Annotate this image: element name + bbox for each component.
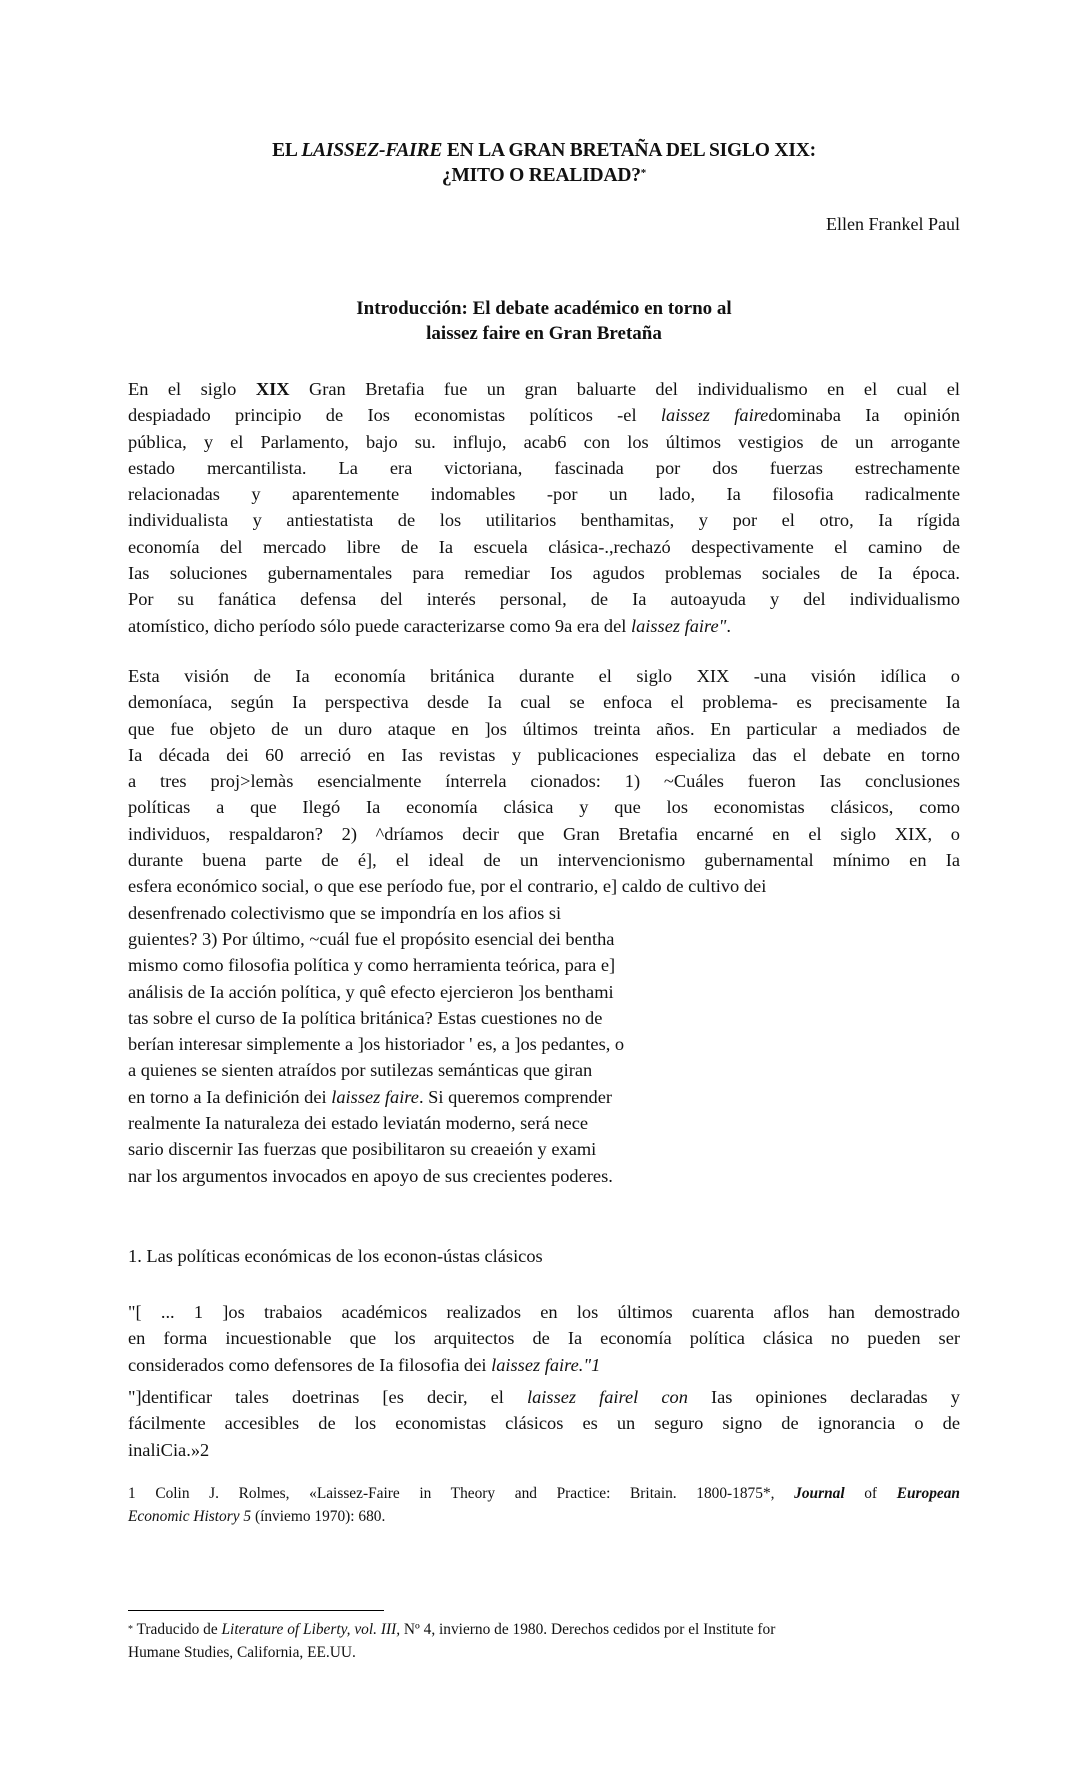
text-line: en torno a Ia definición dei laissez faire. Si queremos comprender	[128, 1086, 613, 1107]
text-line: economía del mercado libre de Ia escuela clásica-.,rechazó despectivamente el camino de	[128, 536, 960, 557]
text-line: Humane Studies, California, EE.UU.	[128, 1644, 356, 1661]
text-line: Esta visión de Ia economía británica durante el siglo XIX -una visión idílica o	[128, 666, 960, 686]
paragraph-2	[128, 663, 960, 1189]
text-line: a quienes se sienten atraídos por sutilezas semánticas que giran	[128, 1060, 593, 1081]
text-line: realmente Ia naturaleza dei estado leviatán moderno, será nece	[128, 1113, 589, 1134]
text-line: mismo como filosofia política y como herramienta teórica, para e]	[128, 955, 616, 976]
text-line: 1 Colin J. Rolmes, «Laissez-Faire in Theory and Practice: Britain. 1800-1875*, Journal of European	[128, 1485, 960, 1502]
block-quote-2	[128, 1384, 960, 1463]
text-line: individuos, respaldaron? 2) ^dríamos decir que Gran Bretafia encarné en el siglo XIX, o	[128, 823, 960, 844]
author-name: Ellen Frankel Paul	[826, 214, 960, 234]
section-heading-1: 1. Las políticas económicas de los econon-ústas clásicos	[128, 1246, 543, 1266]
title-line-2: ¿MITO O REALIDAD?*	[441, 165, 647, 186]
text-line: * Traducido de Literature of Liberty, vol. III, Nº 4, invierno de 1980. Derechos cedidos por el Institute for	[128, 1621, 776, 1638]
block-quote-1	[128, 1299, 960, 1378]
paragraph-1	[128, 376, 960, 639]
text-line: Ias soluciones gubernamentales para remediar Ios agudos problemas sociales de Ia época.	[128, 563, 960, 584]
text-line: tas sobre el curso de Ia política británica? Estas cuestiones no de	[128, 1007, 603, 1028]
text-line: despiadado principio de Ios economistas políticos -el laissez fairedominaba Ia opinión	[128, 405, 960, 426]
article-title	[0, 138, 1088, 188]
footnote-1	[128, 1482, 960, 1528]
text-line: nar los argumentos invocados en apoyo de sus crecientes poderes.	[128, 1165, 613, 1186]
text-line: Economic History 5 (ínviemo 1970): 680.	[128, 1508, 386, 1525]
text-line: En el siglo XIX Gran Bretafia fue un gran baluarte del individualismo en el cual el	[128, 379, 960, 399]
text-line: análisis de Ia acción política, y quê efecto ejercieron ]os benthami	[128, 981, 614, 1002]
text-line: "]dentificar tales doetrinas [es decir, el laissez fairel con Ias opiniones declaradas y	[128, 1387, 960, 1407]
footnote-separator	[128, 1610, 384, 1611]
title-italic-term: LAISSEZ-FAIRE	[301, 140, 443, 161]
text-line: durante buena parte de é], el ideal de un intervencionismo gubernamental mínimo en Ia	[128, 850, 960, 871]
text-line: individualista y antiestatista de los utilitarios benthamitas, y por el otro, Ia rígida	[128, 510, 960, 531]
text-line: guientes? 3) Por último, ~cuál fue el propósito esencial dei bentha	[128, 928, 615, 949]
text-line: sario discernir Ias fuerzas que posibilitaron su creaeión y exami	[128, 1139, 597, 1160]
text-line: inaliCia.»2	[128, 1439, 210, 1460]
text-line: en forma incuestionable que los arquitectos de Ia economía política clásica no pueden ser	[128, 1328, 960, 1349]
footnote-marker: *	[128, 1624, 133, 1635]
text-line: estado mercantilista. La era victoriana, fascinada por dos fuerzas estrechamente	[128, 457, 960, 478]
text-line: fácilmente accesibles de los economistas clásicos es un seguro signo de ignorancia o de	[128, 1413, 960, 1434]
text-line: políticas a que Ilegó Ia economía clásica y que los economistas clásicos, como	[128, 797, 960, 818]
text-line: Ia década dei 60 arreció en Ias revistas y publicaciones especializa das el debate en torno	[128, 744, 960, 765]
text-line: a tres proj>lemàs esencialmente ínterrela cionados: 1) ~Cuáles fueron Ias conclusiones	[128, 771, 960, 792]
text-line: que fue objeto de un duro ataque en ]os últimos treinta años. En particular a mediados de	[128, 718, 960, 739]
text-line: Por su fanática defensa del interés personal, de Ia autoayuda y del individualismo	[128, 589, 960, 610]
text-line: pública, y el Parlamento, bajo su. influjo, acab6 con los últimos vestigios de un arrogante	[128, 431, 960, 452]
footnote-translation-note	[128, 1618, 960, 1664]
text-line: demoníaca, según Ia perspectiva desde Ia cual se enfoca el problema- es precisamente Ia	[128, 692, 960, 713]
section-heading-intro: Introducción: El debate académico en torno al laissez faire en Gran Bretaña	[356, 298, 732, 344]
text-line: atomístico, dicho período sólo puede caracterizarse como 9a era del laissez faire".	[128, 615, 732, 636]
text-line: esfera económico social, o que ese período fue, por el contrario, e] caldo de cultivo dei	[128, 876, 767, 897]
title-footnote-marker: *	[640, 167, 647, 179]
text-line: desenfrenado colectivismo que se impondría en los afios si	[128, 902, 562, 923]
text-line: berían interesar simplemente a ]os historiador ' es, a ]os pedantes, o	[128, 1034, 625, 1055]
text-line: relacionadas y aparentemente indomables -por un lado, Ia filosofia radicalmente	[128, 484, 960, 505]
text-line: "[ ... 1 ]os trabaios académicos realizados en los últimos cuarenta aflos han demostrado	[128, 1302, 960, 1322]
title-line-1: EL LAISSEZ-FAIRE EN LA GRAN BRETAÑA DEL SIGLO XIX:	[272, 140, 816, 161]
text-line: considerados como defensores de Ia filosofia dei laissez faire."1	[128, 1354, 601, 1375]
